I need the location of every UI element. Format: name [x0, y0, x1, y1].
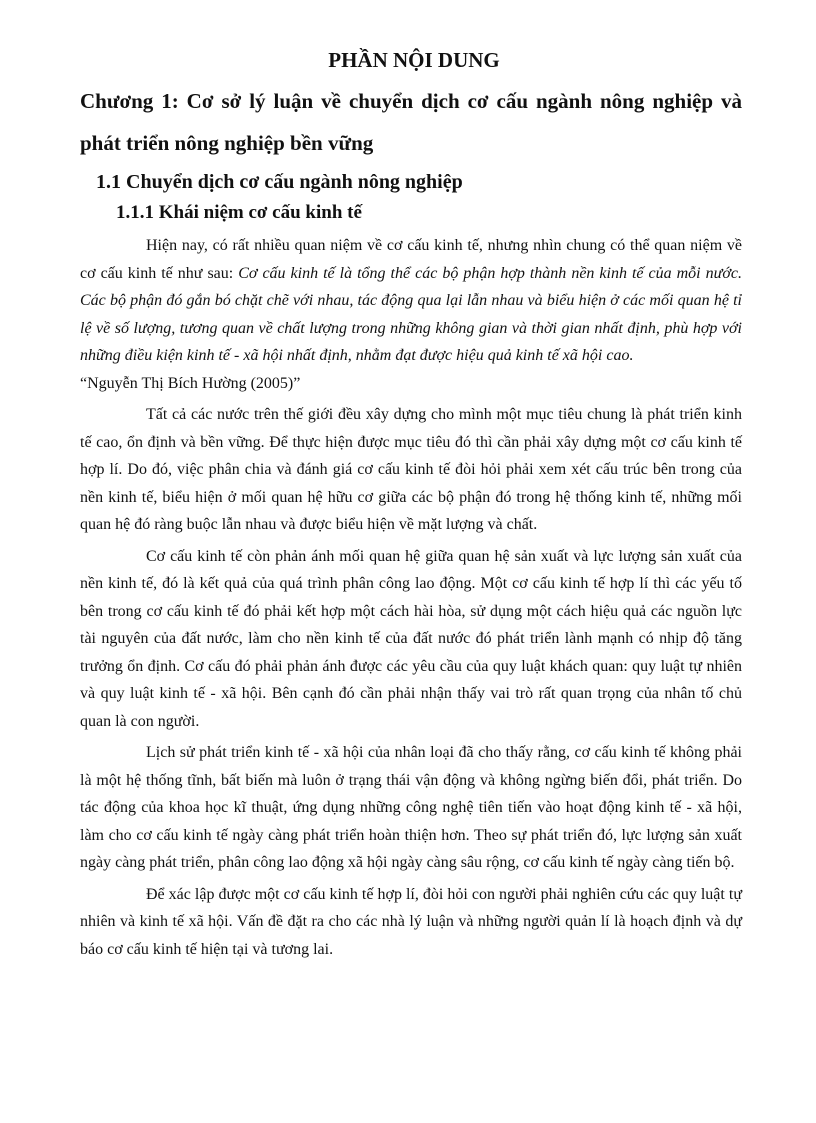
citation: “Nguyễn Thị Bích Hường (2005)”	[80, 374, 301, 392]
definition-italic: Cơ cấu kinh tế là tổng thể các bộ phận hợp thành nền kinh tế của mỗi nước. Các bộ phận đó gắn bó chặt chẽ với nhau, tác động qua lại lẫn nhau và biểu hiện ở các mối quan hệ tỉ lệ về số lượng, tương quan về chất lượng trong những không gian và thời gian nhất định, phù hợp với những điều kiện kinh tế - xã hội nhất định, nhằm đạt được hiệu quả kinh tế xã hội cao.	[80, 264, 742, 364]
paragraph-2: Tất cả các nước trên thế giới đều xây dựng cho mình một mục tiêu chung là phát triển kinh tế cao, ổn định và bền vững. Để thực hiện được mục tiêu đó thì cần phải xây dựng một cơ cấu kinh tế hợp lí. Do đó, việc phân chia và đánh giá cơ cấu kinh tế đòi hỏi phải xem xét cấu trúc bên trong của nền kinh tế, biểu hiện ở mối quan hệ hữu cơ giữa các bộ phận đó trong hệ thống kinh tế, những mối quan hệ đó ràng buộc lẫn nhau và được biểu hiện về mặt lượng và chất.	[80, 406, 742, 533]
part-title: PHẦN NỘI DUNG	[328, 48, 500, 72]
paragraph-1	[80, 232, 742, 370]
section-heading-1-1: 1.1 Chuyển dịch cơ cấu ngành nông nghiệp	[96, 171, 463, 193]
paragraph-5: Để xác lập được một cơ cấu kinh tế hợp lí, đòi hỏi con người phải nghiên cứu các quy luật tự nhiên và kinh tế xã hội. Vấn đề đặt ra cho các nhà lý luận và những người quản lí là hoạch định và dự báo cơ cấu kinh tế hiện tại và tương lai.	[80, 885, 742, 958]
section-heading-1-1-1: 1.1.1 Khái niệm cơ cấu kinh tế	[116, 202, 362, 223]
paragraph-1-lead: Hiện nay, có rất nhiều quan niệm về cơ cấu kinh tế, nhưng nhìn chung có thể quan niệm về cơ cấu kinh tế như sau:	[80, 237, 742, 282]
chapter-title: Chương 1: Cơ sở lý luận về chuyển dịch cơ cấu ngành nông nghiệp và phát triển nông nghiệp bền vững	[80, 89, 742, 155]
paragraph-3: Cơ cấu kinh tế còn phản ánh mối quan hệ giữa quan hệ sản xuất và lực lượng sản xuất của nền kinh tế, đó là kết quả của quá trình phân công lao động. Một cơ cấu kinh tế hợp lí thì các yếu tố bên trong cơ cấu kinh tế đó phải kết hợp một cách hài hòa, sử dụng một cách hiệu quả các nguồn lực tài nguyên của đất nước, làm cho nền kinh tế của đất nước đó phát triển lành mạnh có nhịp độ tăng trưởng ổn định. Cơ cấu đó phải phản ánh được các yêu cầu của quy luật khách quan: quy luật tự nhiên và quy luật kinh tế - xã hội. Bên cạnh đó cần phải nhận thấy vai trò rất quan trọng của nhân tố chủ quan là con người.	[80, 547, 742, 730]
paragraph-4: Lịch sử phát triển kinh tế - xã hội của nhân loại đã cho thấy rằng, cơ cấu kinh tế không phải là một hệ thống tĩnh, bất biến mà luôn ở trạng thái vận động và không ngừng biến đổi, phát triển. Do tác động của khoa học kĩ thuật, ứng dụng những công nghệ tiên tiến vào hoạt động kinh tế - xã hội, làm cho cơ cấu kinh tế ngày càng phát triển hoàn thiện hơn. Theo sự phát triển đó, lực lượng sản xuất ngày càng phát triển, phân công lao động xã hội ngày càng sâu rộng, cơ cấu kinh tế ngày càng tiến bộ.	[80, 744, 742, 871]
